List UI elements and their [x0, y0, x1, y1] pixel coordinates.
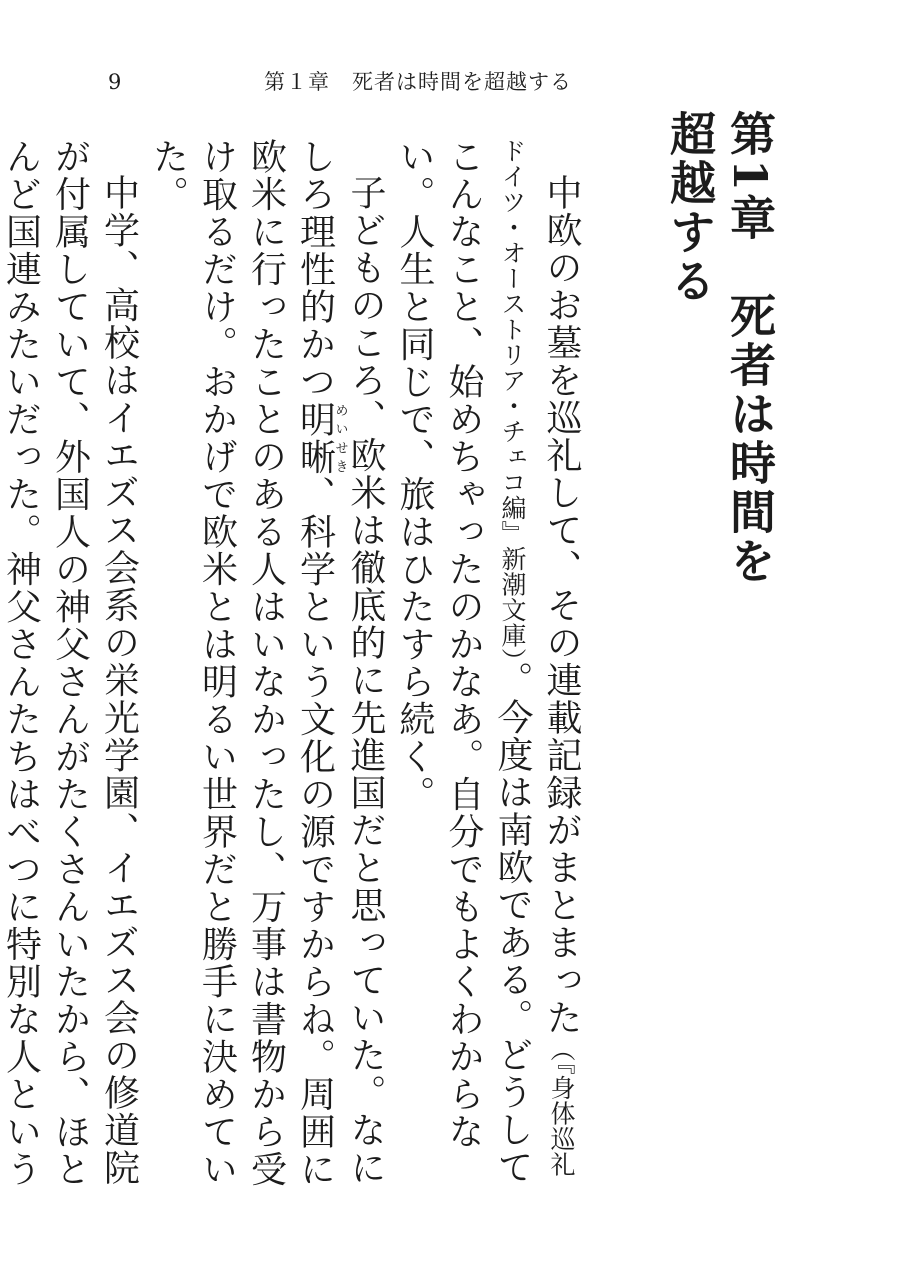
book-title-note: （『身体巡礼 ドイツ・オーストリア・チェコ編』新潮文庫） [498, 138, 576, 1203]
ruby-meiseki-reading: めいせき [332, 400, 348, 476]
running-title: 第１章 死者は時間を超越する [264, 70, 572, 94]
paragraph-2-text-a: 子どものころ、欧米は徹底的に先進国だと思っていた。なにしろ理性的かつ [294, 138, 386, 1187]
paragraph-2-text-b: 、科学という文化の源ですからね。周囲に欧米に行ったことのある人はいなかったし、万事は書物から受け取るだけ。おかげで欧米とは明るい世界だと勝手に決めていた。 [147, 138, 336, 1188]
paragraph-3 [0, 138, 144, 1198]
chapter-title: 第1章 死者は時間を超越する [663, 110, 777, 587]
page-number: 9 [108, 70, 122, 94]
paragraph-2 [144, 138, 391, 1198]
paragraph-1-text-b: 。今度は南欧である。どうしてこんなこと、始めちゃったのかなあ。自分でもよくわからない。人生と同じで、旅はひたすら続く。 [394, 138, 533, 1186]
paragraph-1 [390, 138, 586, 1203]
ruby-meiseki [294, 400, 348, 476]
paragraph-1-text-a: 中欧のお墓を巡礼して、その連載記録がまとまった [541, 174, 582, 1037]
paragraph-3-text-a: 中学、高校はイエズス会系の栄光学園、イエズス会の修道院が付属していて、外国人の神父さんがたくさんいたから、ほとんど国連みたいだった。神父さんたちはべつに特別な人という [0, 138, 140, 1188]
ruby-meiseki-base: 明晰 [294, 400, 336, 476]
body-text [0, 138, 586, 1203]
